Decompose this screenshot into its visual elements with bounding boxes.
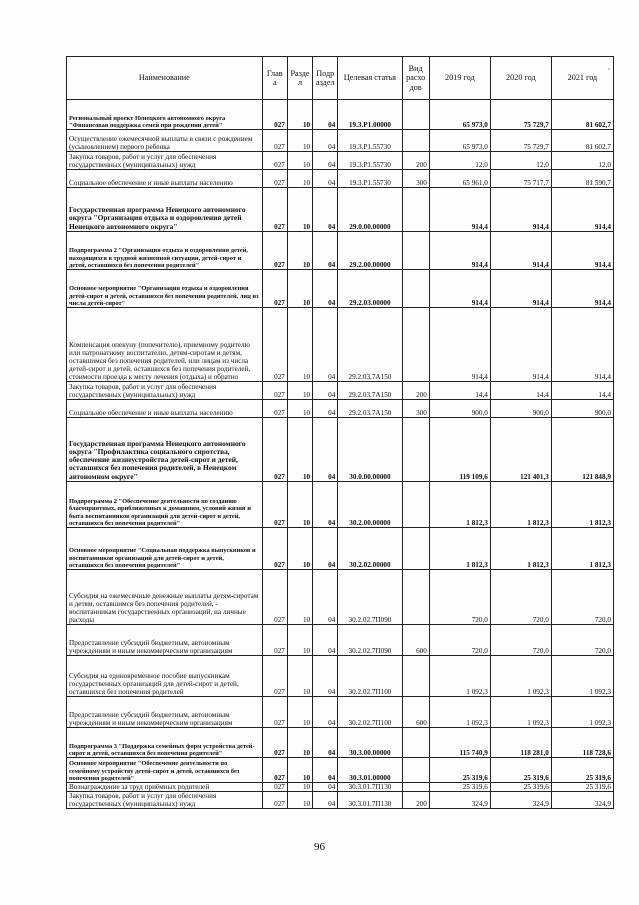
cell-2020: 900,0 <box>490 400 551 418</box>
cell-2020: 118 281,0 <box>490 728 551 758</box>
cell-2019: 720,0 <box>429 570 490 625</box>
cell-2019: 25 319,6 <box>429 783 490 792</box>
col-header-2020: 2020 год <box>490 57 551 100</box>
cell-razdel: 10 <box>287 792 312 809</box>
col-header-2019: 2019 год <box>429 57 490 100</box>
cell-name: Компенсация опекуну (попечителю), приемному родителю или патронатному воспитателю, детям-сиротам и детям, оставшимся без попечения родителей, или лицам из числа детей-сирот и детей, оставшихся без попечения родителей, стоимости проезда к месту лечения (отдыха) и обратно <box>67 308 263 382</box>
cell-razdel: 10 <box>287 308 312 382</box>
cell-2020: 1 092,3 <box>490 697 551 728</box>
cell-name: Вознаграждение за труд приёмных родителей <box>67 783 263 792</box>
cell-expense-type: 300 <box>402 170 429 188</box>
cell-2020: 75 729,7 <box>490 100 551 130</box>
cell-target-article: 30.2.02.7П100 <box>338 697 402 728</box>
cell-2021: 324,9 <box>551 792 613 809</box>
cell-glava: 027 <box>262 482 287 528</box>
cell-glava: 027 <box>262 400 287 418</box>
cell-target-article: 19.3.P1.55730 <box>338 170 402 188</box>
cell-name: Подпрограмма 2 "Организация отдыха и оздоровления детей, находящихся в трудной жизненной ситуации, детей-сирот и детей, оставшихся без попечения родителей" <box>67 232 263 270</box>
col-header-name: Наименование <box>67 57 263 100</box>
cell-2019: 14,4 <box>429 382 490 400</box>
cell-expense-type <box>402 100 429 130</box>
cell-glava: 027 <box>262 758 287 783</box>
cell-target-article: 29.2.03.7А150 <box>338 400 402 418</box>
cell-2021: 81 602,7 <box>551 100 613 130</box>
cell-podrazdel: 04 <box>313 528 338 570</box>
cell-target-article: 30.3.01.00000 <box>338 758 402 783</box>
cell-podrazdel: 04 <box>313 482 338 528</box>
cell-target-article: 19.3.P1.00000 <box>338 100 402 130</box>
cell-razdel: 10 <box>287 697 312 728</box>
cell-2020: 25 319,6 <box>490 783 551 792</box>
table-row <box>67 400 614 418</box>
cell-razdel: 10 <box>287 400 312 418</box>
cell-2020: 720,0 <box>490 625 551 656</box>
cell-glava: 027 <box>262 625 287 656</box>
cell-target-article: 29.2.00.00000 <box>338 232 402 270</box>
cell-target-article: 29.2.03.7А150 <box>338 382 402 400</box>
cell-target-article: 30.3.00.00000 <box>338 728 402 758</box>
col-header-target-article: Целевая статья <box>338 57 402 100</box>
cell-2021: 81 602,7 <box>551 130 613 152</box>
cell-name: Социальное обеспечение и иные выплаты населению <box>67 400 263 418</box>
budget-table <box>66 56 614 809</box>
cell-expense-type <box>402 728 429 758</box>
cell-expense-type <box>402 308 429 382</box>
cell-2021: 25 319,6 <box>551 783 613 792</box>
cell-name: Предоставление субсидий бюджетным, автономным учреждениям и иным некоммерческим организациям <box>67 697 263 728</box>
table-row <box>67 758 614 783</box>
cell-name: Основное мероприятие "Организация отдыха и оздоровления детей-сирот и детей, оставшихся без попечения родителей, лиц из числа детей-сирот" <box>67 270 263 308</box>
cell-razdel: 10 <box>287 728 312 758</box>
cell-target-article: 29.0.00.00000 <box>338 188 402 232</box>
cell-2021: 914,4 <box>551 308 613 382</box>
cell-expense-type <box>402 482 429 528</box>
cell-expense-type <box>402 130 429 152</box>
cell-podrazdel: 04 <box>313 232 338 270</box>
cell-2019: 1 812,3 <box>429 482 490 528</box>
cell-name: Субсидия на ежемесячные денежные выплаты детям-сиротам и детям, оставшимся без попечения родителей, - воспитанникам государственных организаций, на личные расходы <box>67 570 263 625</box>
cell-2020: 12,0 <box>490 152 551 170</box>
cell-2020: 75 717,7 <box>490 170 551 188</box>
cell-expense-type <box>402 232 429 270</box>
cell-name: Субсидия на единовременное пособие выпускникам государственных организаций для детей-сирот и детей, оставшихся без попечения родителей <box>67 656 263 697</box>
cell-razdel: 10 <box>287 270 312 308</box>
cell-name: Подпрограмма 3 "Поддержка семейных форм устройства детей-сирот и детей, оставшихся без попечения родителей" <box>67 728 263 758</box>
cell-target-article: 29.2.03.00000 <box>338 270 402 308</box>
cell-name: Социальное обеспечение и иные выплаты населению <box>67 170 263 188</box>
cell-glava: 027 <box>262 232 287 270</box>
table-row <box>67 625 614 656</box>
cell-glava: 027 <box>262 188 287 232</box>
table-row <box>67 270 614 308</box>
cell-target-article: 19.3.P1.55730 <box>338 152 402 170</box>
cell-glava: 027 <box>262 418 287 482</box>
cell-2021: 14,4 <box>551 382 613 400</box>
cell-expense-type <box>402 418 429 482</box>
cell-expense-type <box>402 528 429 570</box>
cell-expense-type: 300 <box>402 400 429 418</box>
cell-target-article: 29.2.03.7А150 <box>338 308 402 382</box>
cell-podrazdel: 04 <box>313 758 338 783</box>
cell-2021: 720,0 <box>551 570 613 625</box>
table-row <box>67 783 614 792</box>
cell-2021: 118 728,6 <box>551 728 613 758</box>
cell-2019: 12,0 <box>429 152 490 170</box>
cell-name: Осуществление ежемесячной выплаты в связи с рождением (усыновлением) первого ребенка <box>67 130 263 152</box>
cell-razdel: 10 <box>287 382 312 400</box>
cell-name: Основное мероприятие "Социальная поддержка выпускников и воспитанников организаций для детей-сирот и детей, оставшихся без попечения родителей" <box>67 528 263 570</box>
cell-expense-type: 200 <box>402 792 429 809</box>
cell-target-article: 30.2.02.7П090 <box>338 570 402 625</box>
cell-name: Закупка товаров, работ и услуг для обеспечения государственных (муниципальных) нужд <box>67 792 263 809</box>
cell-2021: 1 812,3 <box>551 528 613 570</box>
cell-podrazdel: 04 <box>313 783 338 792</box>
cell-razdel: 10 <box>287 758 312 783</box>
cell-2021: 900,0 <box>551 400 613 418</box>
budget-sheet <box>66 56 614 809</box>
cell-podrazdel: 04 <box>313 382 338 400</box>
cell-razdel: 10 <box>287 570 312 625</box>
cell-glava: 027 <box>262 792 287 809</box>
cell-2019: 1 092,3 <box>429 656 490 697</box>
table-row <box>67 382 614 400</box>
table-row <box>67 482 614 528</box>
cell-2021: 1 092,3 <box>551 656 613 697</box>
table-row <box>67 418 614 482</box>
cell-2020: 720,0 <box>490 570 551 625</box>
table-row <box>67 728 614 758</box>
col-header-glava: Глав а <box>262 57 287 100</box>
cell-glava: 027 <box>262 170 287 188</box>
cell-podrazdel: 04 <box>313 152 338 170</box>
cell-podrazdel: 04 <box>313 270 338 308</box>
cell-2019: 914,4 <box>429 270 490 308</box>
table-row <box>67 188 614 232</box>
table-row <box>67 570 614 625</box>
cell-razdel: 10 <box>287 130 312 152</box>
cell-2019: 1 812,3 <box>429 528 490 570</box>
table-row <box>67 697 614 728</box>
cell-glava: 027 <box>262 656 287 697</box>
cell-2019: 720,0 <box>429 625 490 656</box>
cell-glava: 027 <box>262 783 287 792</box>
cell-razdel: 10 <box>287 656 312 697</box>
cell-glava: 027 <box>262 728 287 758</box>
cell-glava: 027 <box>262 697 287 728</box>
cell-2021: 12,0 <box>551 152 613 170</box>
cell-razdel: 10 <box>287 100 312 130</box>
cell-expense-type <box>402 570 429 625</box>
cell-target-article: 30.2.02.7П100 <box>338 656 402 697</box>
table-row <box>67 792 614 809</box>
cell-2020: 1 812,3 <box>490 528 551 570</box>
cell-podrazdel: 04 <box>313 697 338 728</box>
cell-podrazdel: 04 <box>313 656 338 697</box>
cell-glava: 027 <box>262 528 287 570</box>
cell-expense-type: 600 <box>402 625 429 656</box>
col-header-expense-type: Вид расхо дов <box>402 57 429 100</box>
cell-glava: 027 <box>262 130 287 152</box>
cell-target-article: 30.2.02.7П090 <box>338 625 402 656</box>
cell-razdel: 10 <box>287 783 312 792</box>
cell-glava: 027 <box>262 382 287 400</box>
scan-speck <box>608 68 610 70</box>
cell-2021: 720,0 <box>551 625 613 656</box>
cell-podrazdel: 04 <box>313 188 338 232</box>
cell-target-article: 30.0.00.00000 <box>338 418 402 482</box>
cell-expense-type: 600 <box>402 697 429 728</box>
cell-name: Предоставление субсидий бюджетным, автономным учреждениям и иным некоммерческим организациям <box>67 625 263 656</box>
cell-podrazdel: 04 <box>313 418 338 482</box>
cell-glava: 027 <box>262 270 287 308</box>
cell-target-article: 30.3.01.7П130 <box>338 792 402 809</box>
page-number: 96 <box>314 841 325 853</box>
cell-name: Государственная программа Ненецкого автономного округа "Профилактика социального сиротства, обеспечение жизнеустройства детей-сирот и детей, оставшихся без попечения родителей, в Ненецком автономном округе" <box>67 418 263 482</box>
cell-podrazdel: 04 <box>313 570 338 625</box>
cell-2020: 75 729,7 <box>490 130 551 152</box>
cell-2019: 65 973,0 <box>429 130 490 152</box>
cell-2019: 914,4 <box>429 308 490 382</box>
cell-2020: 914,4 <box>490 270 551 308</box>
cell-2019: 119 109,6 <box>429 418 490 482</box>
col-header-podrazdel: Подр аздел <box>313 57 338 100</box>
cell-razdel: 10 <box>287 418 312 482</box>
cell-2020: 25 319,6 <box>490 758 551 783</box>
table-row <box>67 308 614 382</box>
cell-2019: 1 092,3 <box>429 697 490 728</box>
cell-expense-type <box>402 188 429 232</box>
cell-2019: 900,0 <box>429 400 490 418</box>
cell-expense-type <box>402 783 429 792</box>
table-row <box>67 528 614 570</box>
cell-expense-type: 200 <box>402 152 429 170</box>
cell-podrazdel: 04 <box>313 100 338 130</box>
cell-2020: 121 401,3 <box>490 418 551 482</box>
cell-razdel: 10 <box>287 188 312 232</box>
col-header-razdel: Разде л <box>287 57 312 100</box>
cell-glava: 027 <box>262 308 287 382</box>
col-header-2021: 2021 год <box>551 57 613 100</box>
table-header-row <box>67 57 614 100</box>
cell-podrazdel: 04 <box>313 625 338 656</box>
cell-podrazdel: 04 <box>313 170 338 188</box>
cell-glava: 027 <box>262 570 287 625</box>
cell-2020: 1 812,3 <box>490 482 551 528</box>
cell-2019: 65 961,0 <box>429 170 490 188</box>
cell-name: Закупка товаров, работ и услуг для обеспечения государственных (муниципальных) нужд <box>67 382 263 400</box>
cell-2021: 25 319,6 <box>551 758 613 783</box>
table-row <box>67 170 614 188</box>
cell-2021: 914,4 <box>551 270 613 308</box>
cell-podrazdel: 04 <box>313 308 338 382</box>
cell-2021: 1 812,3 <box>551 482 613 528</box>
cell-glava: 027 <box>262 152 287 170</box>
cell-2021: 121 848,9 <box>551 418 613 482</box>
cell-name: Государственная программа Ненецкого автономного округа "Организация отдыха и оздоровления детей Ненецкого автономного округа" <box>67 188 263 232</box>
table-row <box>67 130 614 152</box>
table-row <box>67 100 614 130</box>
cell-target-article: 30.2.02.00000 <box>338 528 402 570</box>
cell-2019: 914,4 <box>429 232 490 270</box>
table-row <box>67 656 614 697</box>
cell-podrazdel: 04 <box>313 792 338 809</box>
cell-expense-type <box>402 270 429 308</box>
cell-target-article: 30.3.01.7П130 <box>338 783 402 792</box>
cell-name: Подпрограмма 2 "Обеспечение деятельности по созданию благоприятных, приближенных к домашним, условий жизни и быта воспитанников организаций для детей-сирот и детей, оставшихся без попечения родителей" <box>67 482 263 528</box>
cell-name: Закупка товаров, работ и услуг для обеспечения государственных (муниципальных) нужд <box>67 152 263 170</box>
cell-2020: 914,4 <box>490 308 551 382</box>
cell-2021: 914,4 <box>551 188 613 232</box>
cell-name: Основное мероприятие "Обеспечение деятельности по семейному устройству детей-сирот и детей, оставшихся без попечения родителей" <box>67 758 263 783</box>
cell-expense-type <box>402 656 429 697</box>
cell-razdel: 10 <box>287 232 312 270</box>
cell-razdel: 10 <box>287 625 312 656</box>
cell-2020: 324,9 <box>490 792 551 809</box>
cell-name: Региональный проект Ненецкого автономного округа "Финансовая поддержка семей при рождении детей" <box>67 100 263 130</box>
table-row <box>67 232 614 270</box>
cell-2019: 914,4 <box>429 188 490 232</box>
cell-2020: 914,4 <box>490 188 551 232</box>
cell-2021: 81 590,7 <box>551 170 613 188</box>
cell-razdel: 10 <box>287 528 312 570</box>
cell-glava: 027 <box>262 100 287 130</box>
cell-2021: 1 092,3 <box>551 697 613 728</box>
cell-razdel: 10 <box>287 152 312 170</box>
cell-2019: 115 740,9 <box>429 728 490 758</box>
table-row <box>67 152 614 170</box>
cell-target-article: 19.3.P1.55730 <box>338 130 402 152</box>
cell-2020: 14,4 <box>490 382 551 400</box>
cell-podrazdel: 04 <box>313 728 338 758</box>
cell-2021: 914,4 <box>551 232 613 270</box>
cell-podrazdel: 04 <box>313 130 338 152</box>
cell-2019: 324,9 <box>429 792 490 809</box>
cell-razdel: 10 <box>287 482 312 528</box>
cell-expense-type <box>402 758 429 783</box>
cell-target-article: 30.2.00.00000 <box>338 482 402 528</box>
cell-2020: 1 092,3 <box>490 656 551 697</box>
cell-2019: 65 973,0 <box>429 100 490 130</box>
cell-2019: 25 319,6 <box>429 758 490 783</box>
cell-razdel: 10 <box>287 170 312 188</box>
cell-expense-type: 200 <box>402 382 429 400</box>
cell-2020: 914,4 <box>490 232 551 270</box>
cell-podrazdel: 04 <box>313 400 338 418</box>
